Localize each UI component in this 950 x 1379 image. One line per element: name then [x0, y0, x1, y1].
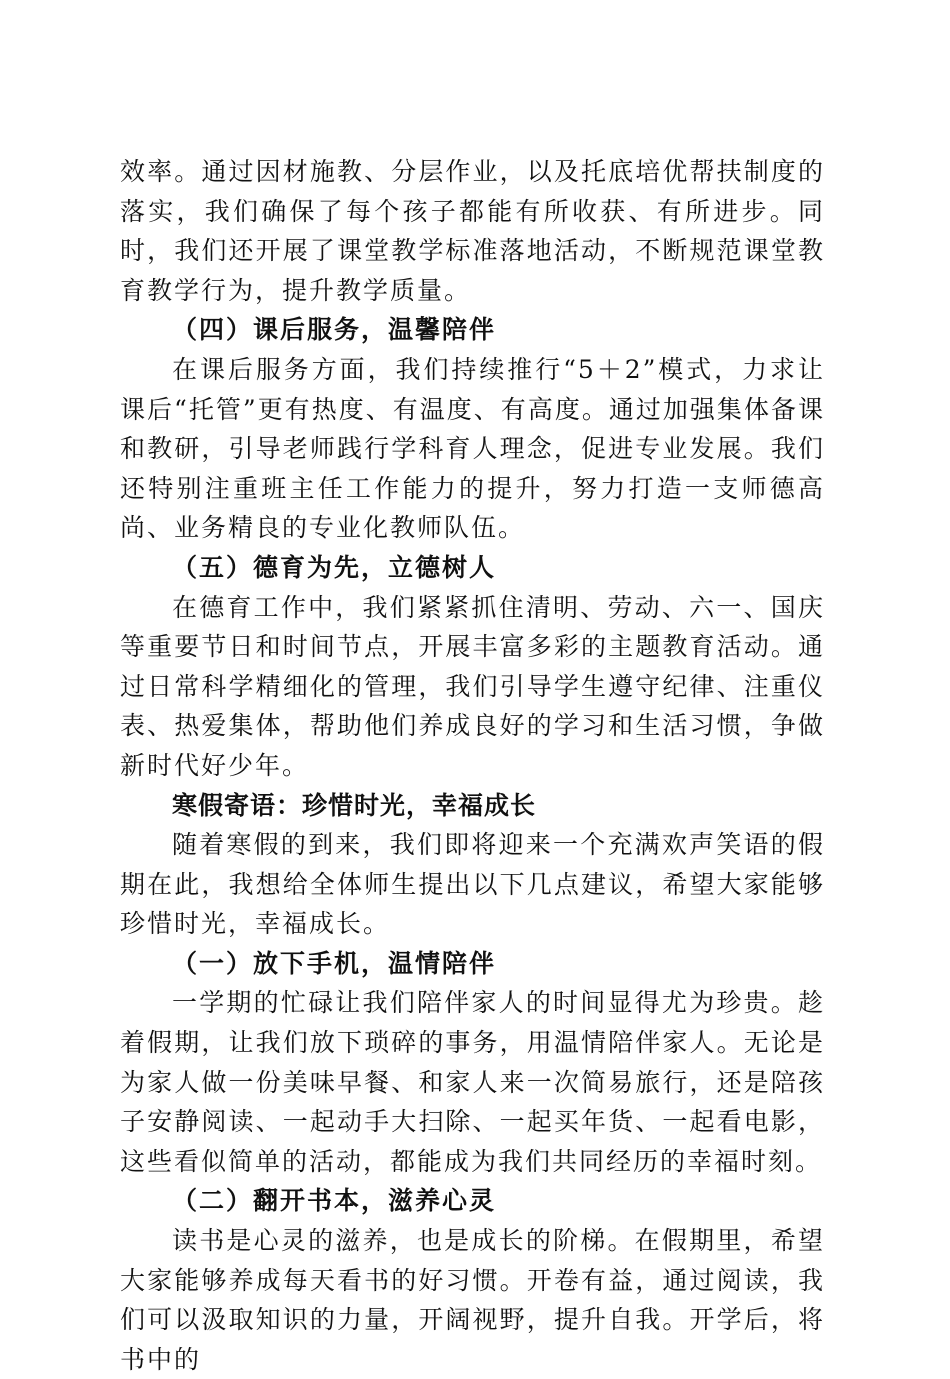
subheading-moral-education: （五）德育为先，立德树人 [172, 552, 497, 582]
document-body [120, 152, 825, 1379]
paragraph-family-time: 一学期的忙碌让我们陪伴家人的时间显得尤为珍贵。趁着假期，让我们放下琐碎的事务，用温情陪伴家人。无论是为家人做一份美味早餐、和家人来一次简易旅行，还是陪孩子安静阅读、一起动手大扫除、一起买年货、一起看电影，这些看似简单的活动，都能成为我们共同经历的幸福时刻。 [120, 988, 825, 1176]
section-heading-winter-message: 寒假寄语：珍惜时光，幸福成长 [172, 790, 537, 820]
paragraph-teaching-efficiency: 效率。通过因材施教、分层作业，以及托底培优帮扶制度的落实，我们确保了每个孩子都能有所收获、有所进步。同时，我们还开展了课堂教学标准落地活动，不断规范课堂教育教学行为，提升教学质量。 [120, 157, 825, 305]
paragraph-winter-intro: 随着寒假的到来，我们即将迎来一个充满欢声笑语的假期在此，我想给全体师生提出以下几点建议，希望大家能够珍惜时光，幸福成长。 [120, 830, 825, 939]
paragraph-after-school-service: 在课后服务方面，我们持续推行“5＋2”模式，力求让课后“托管”更有热度、有温度、有高度。通过加强集体备课和教研，引导老师践行学科育人理念，促进专业发展。我们还特别注重班主任工作能力的提升，努力打造一支师德高尚、业务精良的专业化教师队伍。 [120, 354, 825, 543]
paragraph-reading: 读书是心灵的滋养，也是成长的阶梯。在假期里，希望大家能够养成每天看书的好习惯。开卷有益，通过阅读，我们可以汲取知识的力量，开阔视野，提升自我。开学后，将书中的 [120, 1226, 825, 1374]
subheading-after-school-service: （四）课后服务，温馨陪伴 [172, 315, 497, 345]
paragraph-moral-education: 在德育工作中，我们紧紧抓住清明、劳动、六一、国庆等重要节日和时间节点，开展丰富多彩的主题教育活动。通过日常科学精细化的管理，我们引导学生遵守纪律、注重仪表、热爱集体，帮助他们养成良好的学习和生活习惯，争做新时代好少年。 [120, 592, 825, 780]
subheading-put-down-phone: （一）放下手机，温情陪伴 [172, 948, 497, 978]
subheading-open-books: （二）翻开书本，滋养心灵 [172, 1186, 497, 1216]
